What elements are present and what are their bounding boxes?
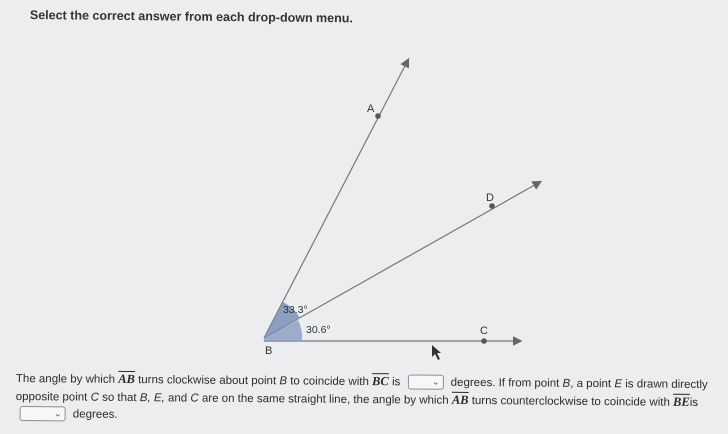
text: to coincide with — [290, 375, 369, 389]
text: and — [167, 392, 188, 405]
point-e: E — [614, 378, 623, 391]
angle-dbc-label: 30.6° — [306, 324, 331, 336]
segment-ab: $\overline{AB}$ — [118, 371, 135, 387]
text: turns counterclockwise to coincide with — [471, 394, 670, 409]
dropdown-1[interactable] — [407, 375, 443, 390]
instruction-text: Select the correct answer from each drop-down menu. — [29, 8, 353, 26]
text: turns clockwise about point — [138, 374, 277, 388]
chevron-down-icon: ⌄ — [54, 408, 62, 419]
text: degrees. If from point — [450, 376, 560, 390]
text: is — [689, 396, 699, 409]
dropdown-2[interactable] — [20, 407, 66, 422]
text: The angle by which — [15, 372, 116, 386]
text: is drawn directly opposite point — [15, 378, 708, 404]
text: , a point — [570, 377, 612, 391]
segment-bc: $\overline{BC}$ — [372, 374, 389, 389]
segment-be: $\overline{BE}$ — [673, 394, 690, 409]
point-c: C — [90, 391, 99, 404]
point-d-dot — [489, 203, 495, 209]
point-b: B — [562, 377, 571, 390]
chevron-down-icon: ⌄ — [431, 377, 440, 388]
text: so that — [102, 391, 137, 405]
points-b-e: B, E, — [139, 392, 165, 405]
text: degrees. — [72, 408, 118, 421]
label-a: A — [367, 103, 375, 115]
point-b: B — [279, 375, 288, 388]
label-c: C — [480, 325, 488, 337]
segment-ab: $\overline{AB}$ — [451, 392, 469, 407]
text: is — [391, 376, 401, 389]
angle-abd-label: 33.3° — [283, 304, 308, 316]
question-paragraph — [16, 370, 722, 429]
label-d: D — [486, 192, 494, 204]
point-c: C — [190, 392, 199, 405]
text: are on the same straight line, the angle by which — [201, 392, 449, 407]
mouse-cursor-icon — [432, 345, 441, 360]
point-a-dot — [375, 113, 381, 119]
label-b: B — [265, 345, 273, 357]
ray-ba — [264, 60, 408, 338]
point-c-dot — [481, 338, 487, 344]
